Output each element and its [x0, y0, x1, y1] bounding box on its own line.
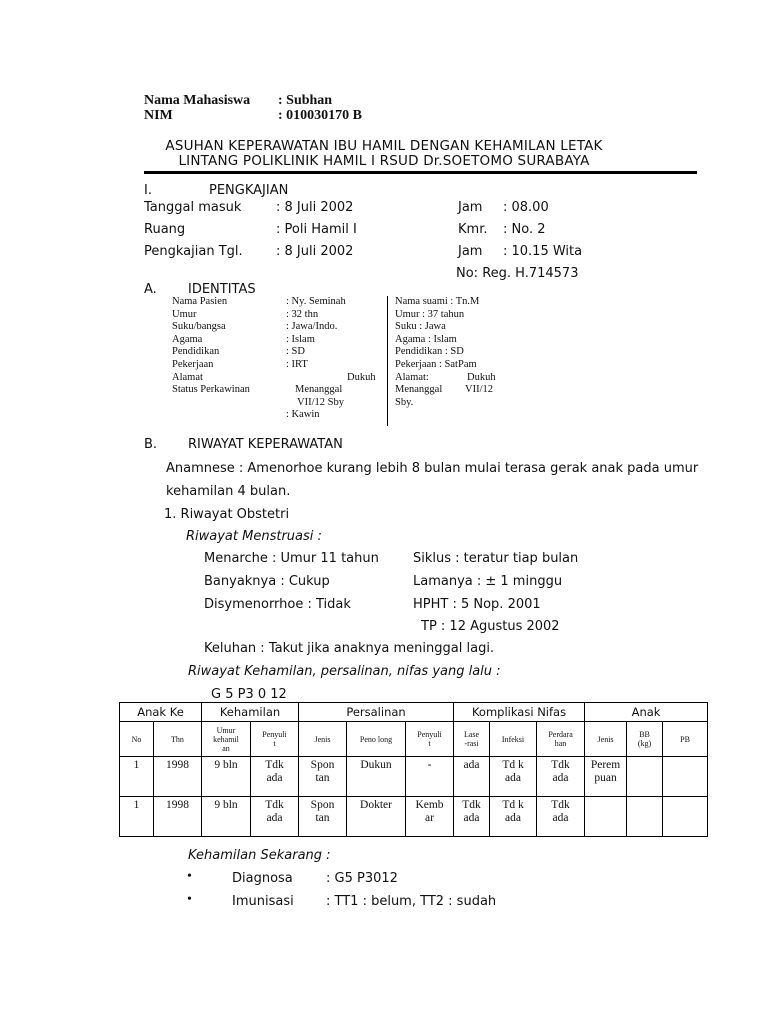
table-cell: 9 bln — [202, 757, 251, 797]
label-nama-pasien: Nama Pasien — [172, 296, 228, 307]
section-i-num: I. — [144, 183, 152, 198]
table-cell: Tdk ada — [251, 797, 299, 837]
table-cell: Perem puan — [585, 757, 627, 797]
hpht: HPHT : 5 Nop. 2001 — [413, 597, 541, 612]
sub-header-cell: PB — [663, 722, 708, 757]
siklus: Siklus : teratur tiap bulan — [413, 551, 579, 566]
section-i-heading: PENGKAJIAN — [209, 183, 289, 198]
nim-label: NIM — [144, 108, 173, 123]
kehamilan-sekarang-title: Kehamilan Sekarang : — [188, 848, 331, 863]
jam-masuk-label: Jam — [458, 200, 483, 215]
doc-title-line2: LINTANG POLIKLINIK HAMIL I RSUD Dr.SOETOMO SURABAYA — [178, 153, 590, 169]
no-reg: No: Reg. H.714573 — [456, 266, 579, 281]
identitas-num: A. — [144, 282, 157, 297]
husband-info — [395, 296, 479, 372]
tp: TP : 12 Agustus 2002 — [421, 619, 560, 634]
menarche: Menarche : Umur 11 tahun — [204, 551, 379, 566]
suami-alamat-sby: Sby. — [395, 396, 414, 408]
table-cell: Tdk ada — [537, 797, 585, 837]
tanggal-masuk-label: Tanggal masuk — [144, 200, 242, 215]
suami-umur: Umur : 37 tahun — [395, 308, 465, 320]
nim-value: : 010030170 B — [278, 108, 362, 123]
label-pekerjaan: Pekerjaan — [172, 358, 214, 370]
sub-header-cell: Perdara han — [537, 722, 585, 757]
suami-pekerjaan: Pekerjaan : SatPam — [395, 358, 477, 370]
table-row — [120, 757, 708, 797]
table-cell: Tdk ada — [454, 797, 490, 837]
value-nama-pasien: : Ny. Seminah — [286, 296, 346, 307]
sub-header-cell: Thn — [154, 722, 202, 757]
table-cell: 1998 — [154, 757, 202, 797]
student-name-value: : Subhan — [278, 93, 333, 108]
sub-header-cell: Jenis — [299, 722, 347, 757]
identitas-divider — [387, 296, 388, 426]
patient-values — [286, 296, 346, 372]
riwayat-menstruasi-title: Riwayat Menstruasi : — [186, 529, 322, 544]
suami-alamat-dukuh: Dukuh — [467, 371, 496, 383]
table-cell: Spon tan — [299, 797, 347, 837]
table-cell — [627, 797, 663, 837]
table-cell: 1 — [120, 797, 154, 837]
value-alamat-vii: VII/12 Sby — [297, 396, 344, 408]
group-header-anak-ke: Anak Ke — [120, 703, 202, 722]
group-header-komplikasi: Komplikasi Nifas — [454, 703, 585, 722]
obstetric-history-table — [119, 702, 708, 837]
student-name-label: Nama Mahasiswa — [144, 93, 251, 108]
label-status: Status Perkawinan — [172, 384, 250, 396]
table-cell: - — [406, 757, 454, 797]
anamnese-line2: kehamilan 4 bulan. — [166, 484, 291, 499]
sub-header-cell: Penyuli t — [251, 722, 299, 757]
anamnese-line1: Anamnese : Amenorhoe kurang lebih 8 bulan mulai terasa gerak anak pada umur — [166, 461, 699, 476]
table-cell — [663, 797, 708, 837]
imunisasi-value: : TT1 : belum, TT2 : sudah — [326, 894, 497, 909]
table-sub-header-row — [120, 722, 708, 757]
identitas-heading: IDENTITAS — [188, 282, 256, 297]
riwayat-heading: RIWAYAT KEPERAWATAN — [188, 437, 343, 452]
gpa-formula: G 5 P3 0 12 — [211, 687, 287, 702]
table-cell: 9 bln — [202, 797, 251, 837]
label-agama: Agama — [172, 333, 203, 345]
sub-header-cell: Jenis — [585, 722, 627, 757]
sub-header-cell: Umur kehamil an — [202, 722, 251, 757]
bullet-diagnosa: • — [187, 869, 192, 884]
value-alamat-menanggal: Menanggal — [295, 384, 343, 396]
patient-labels — [172, 296, 250, 397]
table-cell: 1 — [120, 757, 154, 797]
lamanya: Lamanya : ± 1 minggu — [413, 574, 563, 589]
value-alamat-dukuh: Dukuh — [347, 371, 376, 383]
suami-suku: Suku : Jawa — [395, 321, 446, 333]
ruang-value: : Poli Hamil I — [276, 222, 357, 237]
tanggal-masuk-value: : 8 Juli 2002 — [276, 200, 354, 215]
table-cell: Tdk ada — [537, 757, 585, 797]
value-suku: : Jawa/Indo. — [286, 321, 338, 333]
riwayat-obstetri-title: 1. Riwayat Obstetri — [164, 507, 290, 522]
label-pendidikan: Pendidikan — [172, 346, 220, 358]
group-header-persalinan: Persalinan — [299, 703, 454, 722]
jam-pengkajian-value: : 10.15 Wita — [503, 244, 583, 259]
keluhan: Keluhan : Takut jika anaknya meninggal lagi. — [204, 641, 495, 656]
value-agama: : Islam — [286, 333, 315, 345]
value-pekerjaan: : IRT — [286, 358, 308, 370]
table-cell: Kemb ar — [406, 797, 454, 837]
table-cell: Dokter — [347, 797, 406, 837]
table-cell — [663, 757, 708, 797]
table-cell: 1998 — [154, 797, 202, 837]
diagnosa-value: : G5 P3012 — [326, 871, 398, 886]
kamar-value: : No. 2 — [503, 222, 546, 237]
imunisasi-label: Imunisasi — [232, 894, 294, 909]
table-cell: Td k ada — [490, 797, 537, 837]
kamar-label: Kmr. — [458, 222, 488, 237]
suami-nama: Nama suami : Tn.M — [395, 296, 480, 307]
sub-header-cell: BB (kg) — [627, 722, 663, 757]
suami-pendidikan: Pendidikan : SD — [395, 346, 464, 358]
table-row — [120, 797, 708, 837]
pengkajian-tgl-value: : 8 Juli 2002 — [276, 244, 354, 259]
table-cell — [627, 757, 663, 797]
table-cell: Tdk ada — [251, 757, 299, 797]
title-rule — [144, 171, 697, 174]
table-cell: Td k ada — [490, 757, 537, 797]
jam-pengkajian-label: Jam — [458, 244, 483, 259]
ruang-label: Ruang — [144, 222, 186, 237]
riwayat-kehamilan-title: Riwayat Kehamilan, persalinan, nifas yang lalu : — [188, 664, 501, 679]
bullet-imunisasi: • — [187, 892, 192, 907]
value-status-kawin: : Kawin — [286, 409, 320, 421]
suami-alamat-vii: VII/12 — [465, 384, 493, 396]
suami-alamat-menanggal: Menanggal — [395, 384, 443, 396]
table-cell: Spon tan — [299, 757, 347, 797]
sub-header-cell: Peno long — [347, 722, 406, 757]
label-alamat: Alamat — [172, 371, 203, 383]
group-header-anak: Anak — [585, 703, 708, 722]
value-pendidikan: : SD — [286, 346, 305, 358]
value-umur: : 32 thn — [286, 308, 319, 320]
sub-header-cell: Penyuli t — [406, 722, 454, 757]
label-suku: Suku/bangsa — [172, 321, 226, 333]
jam-masuk-value: : 08.00 — [503, 200, 549, 215]
pengkajian-tgl-label: Pengkajian Tgl. — [144, 244, 243, 259]
sub-header-cell: Lase -rasi — [454, 722, 490, 757]
label-umur: Umur — [172, 308, 197, 320]
table-group-header-row — [120, 703, 708, 722]
sub-header-cell: Infeksi — [490, 722, 537, 757]
group-header-kehamilan: Kehamilan — [202, 703, 299, 722]
sub-header-cell: No — [120, 722, 154, 757]
riwayat-num: B. — [144, 437, 158, 452]
doc-title-line1: ASUHAN KEPERAWATAN IBU HAMIL DENGAN KEHAMILAN LETAK — [165, 138, 603, 154]
table-cell: ada — [454, 757, 490, 797]
banyaknya: Banyaknya : Cukup — [204, 574, 330, 589]
suami-alamat-label: Alamat: — [395, 371, 429, 383]
table-cell: Dukun — [347, 757, 406, 797]
suami-agama: Agama : Islam — [395, 333, 457, 345]
table-cell — [585, 797, 627, 837]
diagnosa-label: Diagnosa — [232, 871, 293, 886]
disymenorrhoe: Disymenorrhoe : Tidak — [204, 597, 351, 612]
